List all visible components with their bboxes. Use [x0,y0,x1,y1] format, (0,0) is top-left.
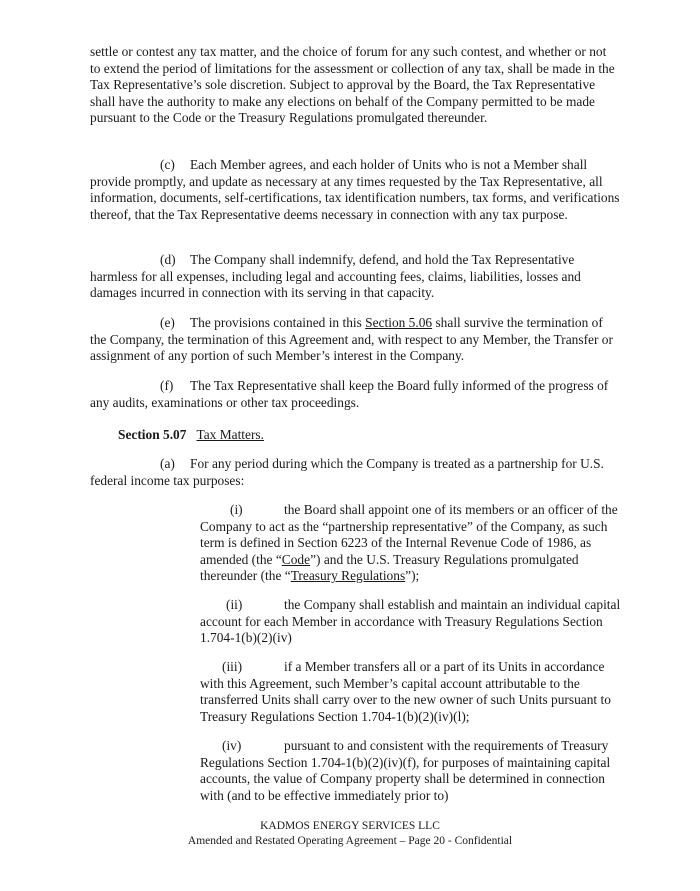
paragraph-c: (c) Each Member agrees, and each holder of Units who is not a Member shall provide promptly, and update as necessary at any times requested by the Tax Representative, all information, documents, self-certifications, tax identification numbers, tax forms, and verifications thereof, that the Tax Representative deems necessary in connection with any tax purpose. [90,157,620,222]
section-title: Tax Matters. [196,427,264,442]
section-reference: Section 5.06 [365,315,433,330]
section-heading [118,427,264,444]
subparagraph-label: (iv) [222,738,242,753]
paragraph-d: (d) The Company shall indemnify, defend, and hold the Tax Representative harmless for all expenses, including legal and accounting fees, claims, liabilities, losses and damages incurred in connection with its serving in that capacity. [90,252,581,300]
paragraph-intro: settle or contest any tax matter, and the choice of forum for any such contest, and whether or not to extend the period of limitations for the assessment or collection of any tax, shall be made in the Tax Representative’s sole discretion. Subject to approval by the Board, the Tax Representative shall have the authority to make any elections on behalf of the Company permitted to be made pursuant to the Code or the Treasury Regulations promulgated thereunder. [90,44,615,125]
paragraph-a: (a) For any period during which the Company is treated as a partnership for U.S. federal income tax purposes: [90,456,604,488]
paragraph-e: (e) The provisions contained in this Section 5.06 shall survive the termination of the Company, the termination of this Agreement and, with respect to any Member, the Transfer or assignment of any portion of such Member’s interest in the Company. [90,315,613,363]
subparagraph-label: (iii) [222,659,243,674]
paragraph-label: (d) [160,252,176,267]
subparagraph-i: (i) the Board shall appoint one of its members or an officer of the Company to act as the “partnership representative” of the Company, as such term is defined in Section 6223 of the Internal Revenue Code of 1986, as amended (the “Code”) and the U.S. Treasury Regulations promulgated thereunder (the “Treasury Regulations”); [200,502,618,583]
footer-company: KADMOS ENERGY SERVICES LLC [260,820,440,832]
paragraph-f: (f) The Tax Representative shall keep the Board fully informed of the progress of any audits, examinations or other tax proceedings. [90,378,609,410]
subparagraph-ii: (ii) the Company shall establish and maintain an individual capital account for each Member in accordance with Treasury Regulations Section 1.704-1(b)(2)(iv) [200,597,621,645]
subparagraph-iii: (iii) if a Member transfers all or a part of its Units in accordance with this Agreement, such Member’s capital account attributable to the transferred Units shall carry over to the new owner of such Units pursuant to Treasury Regulations Section 1.704-1(b)(2)(iv)(l); [200,659,611,724]
paragraph-label: (e) [160,315,175,330]
footer-subtitle: Amended and Restated Operating Agreement – Page 20 - Confidential [187,835,513,847]
subparagraph-label: (ii) [226,597,243,612]
subparagraph-iv: (iv) pursuant to and consistent with the requirements of Treasury Regulations Section 1.704-1(b)(2)(iv)(f), for purposes of maintaining capital accounts, the value of Company property shall be determined in connection with (and to be effective immediately prior to) [200,738,611,803]
paragraph-label: (f) [160,378,174,393]
defined-term-code: Code [281,551,311,567]
paragraph-label: (a) [160,456,175,471]
paragraph-label: (c) [160,157,175,172]
defined-term-treasury: Treasury Regulations [290,568,406,583]
subparagraph-label: (i) [230,502,243,517]
section-number: Section 5.07 [118,427,187,442]
